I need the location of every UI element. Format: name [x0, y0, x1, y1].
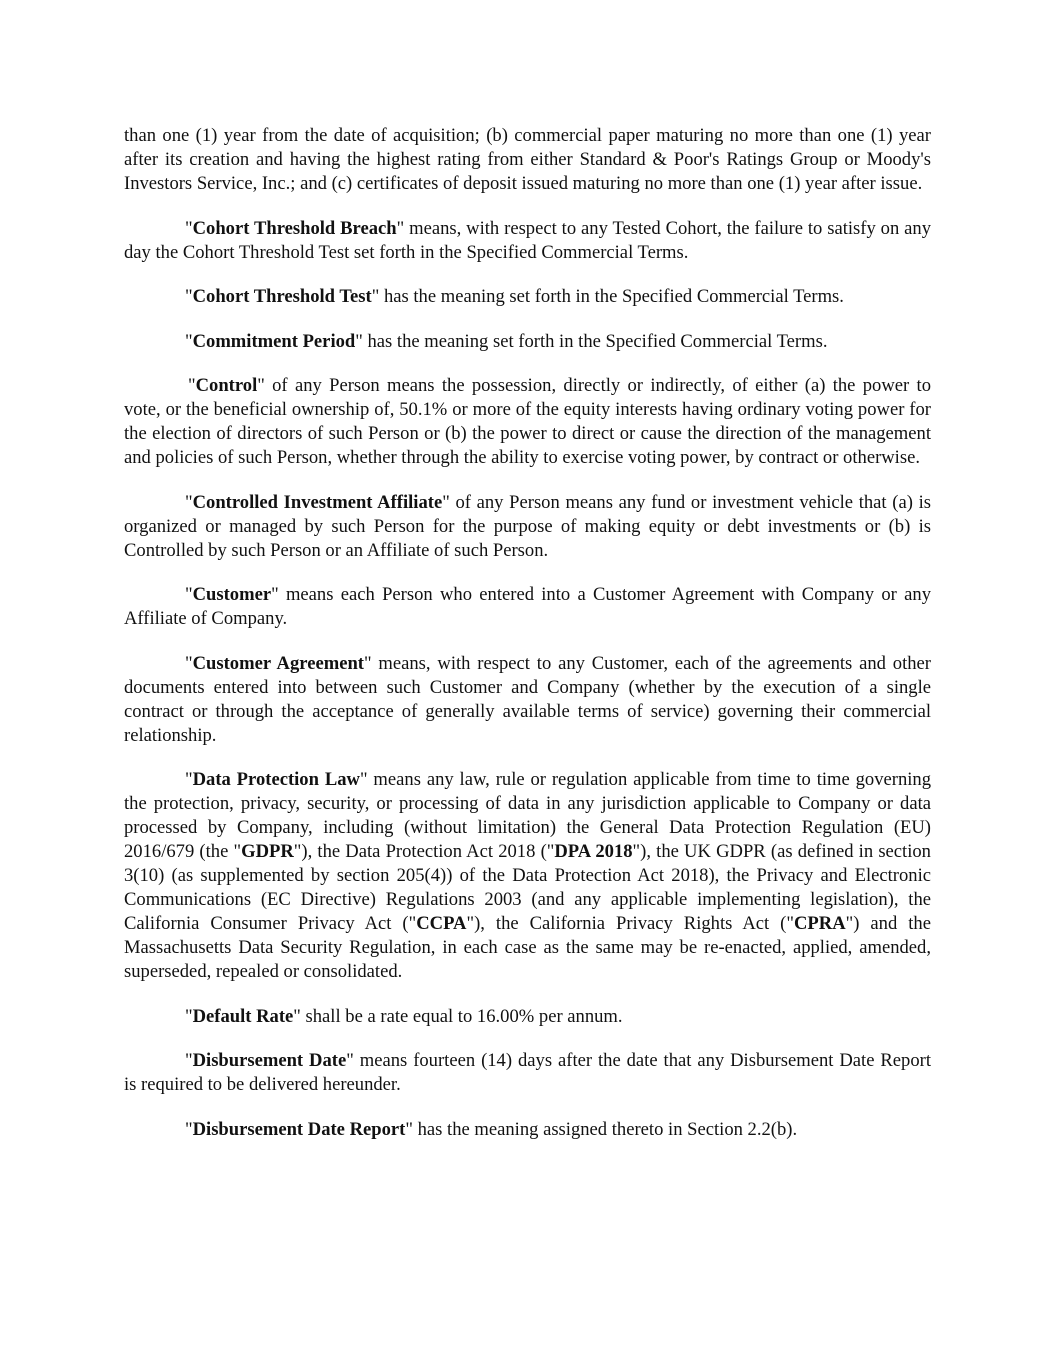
definition-data-protection-law: "Data Protection Law" means any law, rule or regulation applicable from time to time governing the protection, privacy, security, or processing of data in any jurisdiction applicable to Company or data processed by Company, including (without limitation) the General Data Protection Regulation (EU) 2016/679 (the "GDPR"), the Data Protection Act 2018 ("DPA 2018"), the UK GDPR (as defined in section 3(10) (as supplemented by section 205(4)) of the Data Protection Act 2018), the Privacy and Electronic Communications (EC Directive) Regulations 2003 (and any applicable implementing legislation), the California Consumer Privacy Act ("CCPA"), the California Privacy Rights Act ("CPRA") and the Massachusetts Data Security Regulation, in each case as the same may be re-enacted, applied, amended, superseded, repealed or consolidated. [124, 769, 932, 982]
defined-term-cpra: CPRA [793, 913, 846, 934]
definition-cohort-threshold-test: "Cohort Threshold Test" has the meaning set forth in the Specified Commercial Terms. [185, 286, 844, 307]
defined-term: Disbursement Date [192, 1050, 347, 1071]
defined-term-gdpr: GDPR [241, 841, 294, 862]
definition-disbursement-date: "Disbursement Date" means fourteen (14) days after the date that any Disbursement Date Report is required to be delivered hereunder. [124, 1050, 931, 1095]
definition-cohort-threshold-breach: "Cohort Threshold Breach" means, with respect to any Tested Cohort, the failure to satisfy on any day the Cohort Threshold Test set forth in the Specified Commercial Terms. [124, 217, 931, 263]
defined-term: Disbursement Date Report [192, 1118, 406, 1140]
paragraph-text: than one (1) year from the date of acquisition; (b) commercial paper maturing no more than one (1) year after its creation and having the highest rating from either Standard & Poor's Ratings Group or Moody's Investors Service, Inc.; and (c) certificates of deposit issued maturing no more than one (1) year after issue. [124, 125, 931, 194]
paragraph-cash-equivalents-continuation [124, 124, 931, 196]
definition-customer-agreement: "Customer Agreement" means, with respect to any Customer, each of the agreements and other documents entered into between such Customer and Company (whether by the execution of a single contract or through the acceptance of generally available terms of service) governing their commercial relationship. [124, 652, 931, 746]
definition-controlled-investment-affiliate: "Controlled Investment Affiliate" of any Person means any fund or investment vehicle that (a) is organized or managed by such Person for the purpose of making equity or debt investments or (b) is Controlled by such Person or an Affiliate of such Person. [124, 491, 931, 561]
defined-term-ccpa: CCPA [416, 913, 467, 934]
defined-term: Customer Agreement [192, 652, 364, 674]
defined-term: Default Rate [192, 1005, 294, 1027]
defined-term: Controlled Investment Affiliate [192, 491, 443, 513]
defined-term: Customer [192, 584, 272, 605]
definition-disbursement-date-report: "Disbursement Date Report" has the meaning assigned thereto in Section 2.2(b). [185, 1118, 798, 1140]
defined-term: Commitment Period [192, 330, 356, 352]
definition-control: "Control" of any Person means the possession, directly or indirectly, of either (a) the power to vote, or the beneficial ownership of, 50.1% or more of the equity interests having ordinary voting power for the election of directors of such Person or (b) the power to direct or cause the direction of the management and policies of such Person, whether through the ability to exercise voting power, by contract or otherwise. [124, 375, 931, 468]
defined-term-dpa-2018: DPA 2018 [554, 841, 633, 862]
document-page [124, 124, 931, 1162]
defined-term: Cohort Threshold Test [192, 286, 372, 307]
definition-commitment-period: "Commitment Period" has the meaning set forth in the Specified Commercial Terms. [185, 330, 828, 352]
defined-term: Cohort Threshold Breach [192, 217, 397, 239]
definition-customer: "Customer" means each Person who entered into a Customer Agreement with Company or any Affiliate of Company. [124, 584, 931, 629]
defined-term: Data Protection Law [192, 769, 360, 790]
defined-term: Control [195, 375, 258, 396]
definition-default-rate: "Default Rate" shall be a rate equal to 16.00% per annum. [185, 1005, 623, 1027]
